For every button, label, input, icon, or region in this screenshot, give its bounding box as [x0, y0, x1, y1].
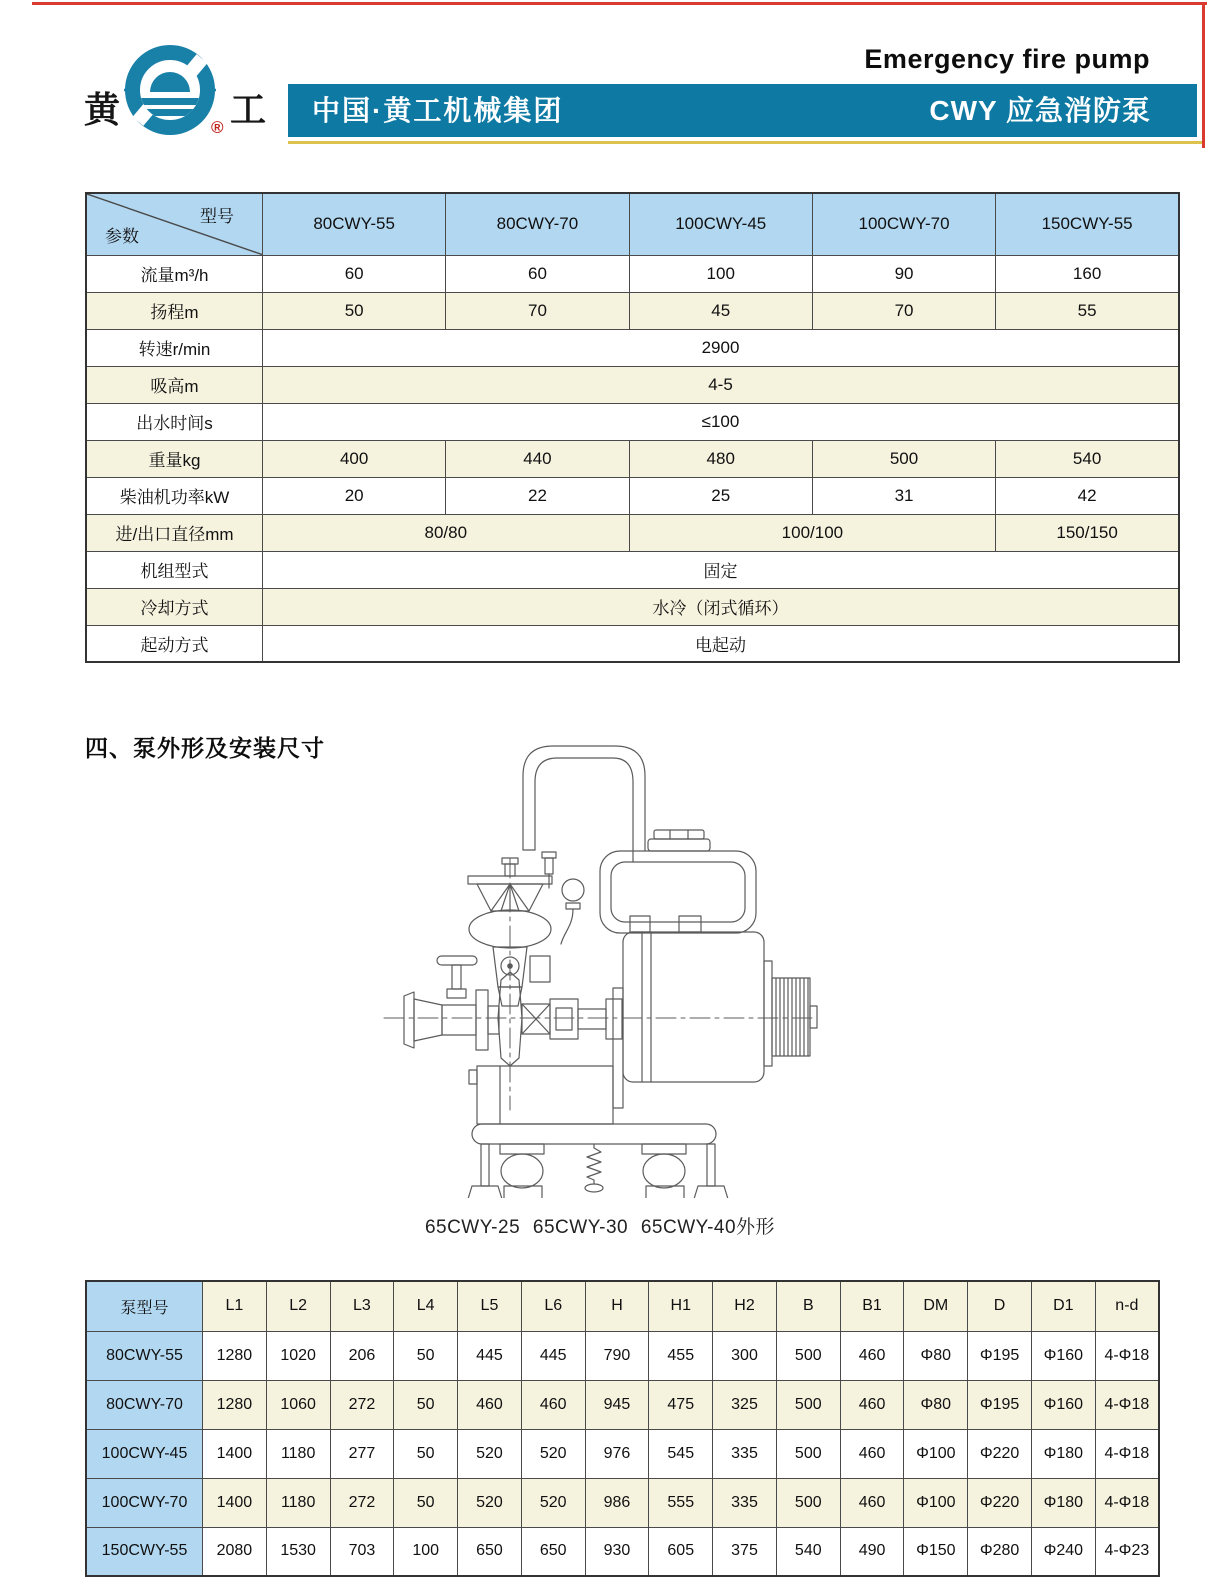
- dim-header-cell: DM: [904, 1281, 968, 1331]
- spec-row: [86, 440, 1179, 477]
- spec-value-cell: 50: [263, 292, 446, 329]
- model-header-cell: 80CWY-55: [263, 193, 446, 255]
- dim-value-cell: 540: [776, 1527, 840, 1576]
- spec-row-label: 进/出口直径mm: [86, 514, 263, 551]
- company-name: 中国·黄工机械集团: [312, 95, 564, 126]
- dim-value-cell: 335: [713, 1478, 777, 1527]
- spec-row-label: 吸高m: [86, 366, 263, 403]
- dim-value-cell: 1180: [266, 1429, 330, 1478]
- spec-value-cell: 45: [629, 292, 812, 329]
- dim-value-cell: 50: [394, 1478, 458, 1527]
- spec-value-cell: 80/80: [263, 514, 630, 551]
- dim-value-cell: 1020: [266, 1331, 330, 1380]
- dim-header-cell: L3: [330, 1281, 394, 1331]
- dim-value-cell: 500: [776, 1478, 840, 1527]
- dim-value-cell: Φ195: [968, 1331, 1032, 1380]
- dim-value-cell: Φ220: [968, 1429, 1032, 1478]
- dim-value-cell: 520: [521, 1429, 585, 1478]
- dim-header-cell: H: [585, 1281, 649, 1331]
- spec-row: [86, 514, 1179, 551]
- dim-value-cell: 986: [585, 1478, 649, 1527]
- dim-row: [86, 1380, 1159, 1429]
- dim-value-cell: 206: [330, 1331, 394, 1380]
- spec-value-cell: 55: [996, 292, 1179, 329]
- registered-mark: ®: [211, 118, 224, 137]
- dim-value-cell: 272: [330, 1380, 394, 1429]
- page-border-right: [1202, 2, 1205, 148]
- dim-value-cell: Φ280: [968, 1527, 1032, 1576]
- dim-header-cell: L4: [394, 1281, 458, 1331]
- model-header-cell: 80CWY-70: [446, 193, 629, 255]
- dim-value-cell: 520: [458, 1478, 522, 1527]
- dim-value-cell: 325: [713, 1380, 777, 1429]
- spec-value-cell: ≤100: [263, 403, 1180, 440]
- spec-table-body: [86, 193, 1179, 662]
- model-header-cell: 100CWY-70: [812, 193, 995, 255]
- dim-value-cell: 945: [585, 1380, 649, 1429]
- dim-value-cell: 500: [776, 1380, 840, 1429]
- pump-outline-drawing: [380, 718, 820, 1198]
- dim-value-cell: 976: [585, 1429, 649, 1478]
- dim-value-cell: 790: [585, 1331, 649, 1380]
- dimension-table: [85, 1280, 1160, 1577]
- spec-row-label: 起动方式: [86, 625, 263, 662]
- dim-header-cell: H2: [713, 1281, 777, 1331]
- dim-table-body: [86, 1281, 1159, 1576]
- spec-value-cell: 22: [446, 477, 629, 514]
- dim-header-cell: D1: [1031, 1281, 1095, 1331]
- dim-header-cell: n-d: [1095, 1281, 1159, 1331]
- spec-row: [86, 292, 1179, 329]
- model-header-cell: 100CWY-45: [629, 193, 812, 255]
- dim-value-cell: 650: [521, 1527, 585, 1576]
- dim-header-cell: 泵型号: [86, 1281, 203, 1331]
- spec-row-label: 冷却方式: [86, 588, 263, 625]
- dim-row: [86, 1429, 1159, 1478]
- dim-value-cell: 277: [330, 1429, 394, 1478]
- dim-value-cell: 4-Φ23: [1095, 1527, 1159, 1576]
- spec-value-cell: 70: [446, 292, 629, 329]
- dim-value-cell: 460: [521, 1380, 585, 1429]
- dim-value-cell: 1060: [266, 1380, 330, 1429]
- dim-row: [86, 1478, 1159, 1527]
- dim-value-cell: 1400: [203, 1429, 267, 1478]
- spec-value-cell: 540: [996, 440, 1179, 477]
- dim-value-cell: 50: [394, 1380, 458, 1429]
- dim-header-cell: H1: [649, 1281, 713, 1331]
- dim-header-cell: L1: [203, 1281, 267, 1331]
- dim-value-cell: 1180: [266, 1478, 330, 1527]
- dim-value-cell: 475: [649, 1380, 713, 1429]
- spec-row-label: 出水时间s: [86, 403, 263, 440]
- dim-value-cell: Φ80: [904, 1331, 968, 1380]
- spec-row-label: 转速r/min: [86, 329, 263, 366]
- dim-value-cell: 375: [713, 1527, 777, 1576]
- dim-row: [86, 1527, 1159, 1576]
- spec-row-label: 重量kg: [86, 440, 263, 477]
- dim-value-cell: 50: [394, 1331, 458, 1380]
- dim-header-row: [86, 1281, 1159, 1331]
- dim-value-cell: 445: [458, 1331, 522, 1380]
- huanggong-logo-icon: [124, 42, 216, 142]
- dim-model-cell: 150CWY-55: [86, 1527, 203, 1576]
- dim-value-cell: Φ100: [904, 1478, 968, 1527]
- dim-value-cell: 1400: [203, 1478, 267, 1527]
- dim-value-cell: 703: [330, 1527, 394, 1576]
- dim-value-cell: 545: [649, 1429, 713, 1478]
- spec-row: [86, 625, 1179, 662]
- dim-value-cell: 300: [713, 1331, 777, 1380]
- dim-value-cell: 4-Φ18: [1095, 1478, 1159, 1527]
- dim-value-cell: 1280: [203, 1331, 267, 1380]
- spec-value-cell: 25: [629, 477, 812, 514]
- dim-value-cell: 445: [521, 1331, 585, 1380]
- dim-value-cell: Φ180: [1031, 1478, 1095, 1527]
- spec-value-cell: 4-5: [263, 366, 1180, 403]
- dim-value-cell: 500: [776, 1429, 840, 1478]
- dim-value-cell: Φ160: [1031, 1331, 1095, 1380]
- spec-row-label: 柴油机功率kW: [86, 477, 263, 514]
- dim-value-cell: 490: [840, 1527, 904, 1576]
- dim-value-cell: 100: [394, 1527, 458, 1576]
- spec-row-label: 机组型式: [86, 551, 263, 588]
- spec-value-cell: 480: [629, 440, 812, 477]
- spec-value-cell: 440: [446, 440, 629, 477]
- dim-header-cell: B1: [840, 1281, 904, 1331]
- spec-row: [86, 403, 1179, 440]
- dim-value-cell: 555: [649, 1478, 713, 1527]
- page-border-top: [32, 2, 1207, 5]
- dim-value-cell: Φ220: [968, 1478, 1032, 1527]
- dim-value-cell: 4-Φ18: [1095, 1429, 1159, 1478]
- logo-char-right: 工: [230, 89, 267, 130]
- spec-row: [86, 366, 1179, 403]
- dim-value-cell: 272: [330, 1478, 394, 1527]
- dim-value-cell: Φ100: [904, 1429, 968, 1478]
- spec-row: [86, 588, 1179, 625]
- dim-value-cell: 520: [521, 1478, 585, 1527]
- dim-value-cell: 520: [458, 1429, 522, 1478]
- dim-value-cell: 2080: [203, 1527, 267, 1576]
- spec-value-cell: 2900: [263, 329, 1180, 366]
- figure-caption: 65CWY-25 65CWY-30 65CWY-40外形: [424, 1217, 776, 1238]
- dim-model-cell: 80CWY-70: [86, 1380, 203, 1429]
- dim-value-cell: 4-Φ18: [1095, 1331, 1159, 1380]
- spec-value-cell: 100: [629, 255, 812, 292]
- spec-row-label: 扬程m: [86, 292, 263, 329]
- spec-value-cell: 90: [812, 255, 995, 292]
- spec-value-cell: 150/150: [996, 514, 1179, 551]
- dim-model-cell: 100CWY-70: [86, 1478, 203, 1527]
- dim-value-cell: 1280: [203, 1380, 267, 1429]
- spec-row: [86, 477, 1179, 514]
- dim-value-cell: Φ160: [1031, 1380, 1095, 1429]
- section-title: 四、泵外形及安装尺寸: [85, 735, 325, 761]
- dim-value-cell: Φ240: [1031, 1527, 1095, 1576]
- company-banner: [288, 84, 1197, 137]
- dim-value-cell: Φ195: [968, 1380, 1032, 1429]
- dim-header-cell: L2: [266, 1281, 330, 1331]
- dim-header-cell: D: [968, 1281, 1032, 1331]
- page-title-en: Emergency fire pump: [864, 44, 1150, 74]
- spec-row: [86, 551, 1179, 588]
- page-title-cn: CWY 应急消防泵: [929, 95, 1151, 126]
- dim-header-cell: B: [776, 1281, 840, 1331]
- dim-row: [86, 1331, 1159, 1380]
- dim-value-cell: 650: [458, 1527, 522, 1576]
- dim-value-cell: 335: [713, 1429, 777, 1478]
- dim-value-cell: 460: [458, 1380, 522, 1429]
- spec-value-cell: 100/100: [629, 514, 996, 551]
- spec-table: [85, 192, 1180, 663]
- spec-row: [86, 255, 1179, 292]
- dim-value-cell: Φ150: [904, 1527, 968, 1576]
- gold-accent-line: [288, 141, 1202, 144]
- dim-header-cell: L6: [521, 1281, 585, 1331]
- dim-header-cell: L5: [458, 1281, 522, 1331]
- dim-value-cell: 4-Φ18: [1095, 1380, 1159, 1429]
- spec-header-row: [86, 193, 1179, 255]
- spec-value-cell: 500: [812, 440, 995, 477]
- dim-value-cell: 460: [840, 1380, 904, 1429]
- dim-value-cell: 930: [585, 1527, 649, 1576]
- dim-value-cell: 460: [840, 1478, 904, 1527]
- dim-value-cell: Φ180: [1031, 1429, 1095, 1478]
- corner-label-parameter: 参数: [105, 226, 139, 246]
- corner-label-model: 型号: [200, 207, 234, 226]
- spec-corner-cell: [86, 193, 263, 255]
- dim-value-cell: 460: [840, 1429, 904, 1478]
- dim-value-cell: 460: [840, 1331, 904, 1380]
- spec-value-cell: 固定: [263, 551, 1180, 588]
- dim-value-cell: 1530: [266, 1527, 330, 1576]
- dim-value-cell: 50: [394, 1429, 458, 1478]
- spec-value-cell: 31: [812, 477, 995, 514]
- dim-value-cell: Φ80: [904, 1380, 968, 1429]
- spec-value-cell: 水冷（闭式循环）: [263, 588, 1180, 625]
- spec-row: [86, 329, 1179, 366]
- spec-row-label: 流量m³/h: [86, 255, 263, 292]
- spec-value-cell: 60: [446, 255, 629, 292]
- dim-model-cell: 80CWY-55: [86, 1331, 203, 1380]
- spec-value-cell: 70: [812, 292, 995, 329]
- dim-model-cell: 100CWY-45: [86, 1429, 203, 1478]
- dim-value-cell: 500: [776, 1331, 840, 1380]
- spec-value-cell: 60: [263, 255, 446, 292]
- spec-value-cell: 42: [996, 477, 1179, 514]
- dim-value-cell: 605: [649, 1527, 713, 1576]
- spec-value-cell: 160: [996, 255, 1179, 292]
- model-header-cell: 150CWY-55: [996, 193, 1179, 255]
- spec-value-cell: 400: [263, 440, 446, 477]
- logo-char-left: 黄: [84, 89, 121, 130]
- dim-value-cell: 455: [649, 1331, 713, 1380]
- spec-value-cell: 20: [263, 477, 446, 514]
- spec-value-cell: 电起动: [263, 625, 1180, 662]
